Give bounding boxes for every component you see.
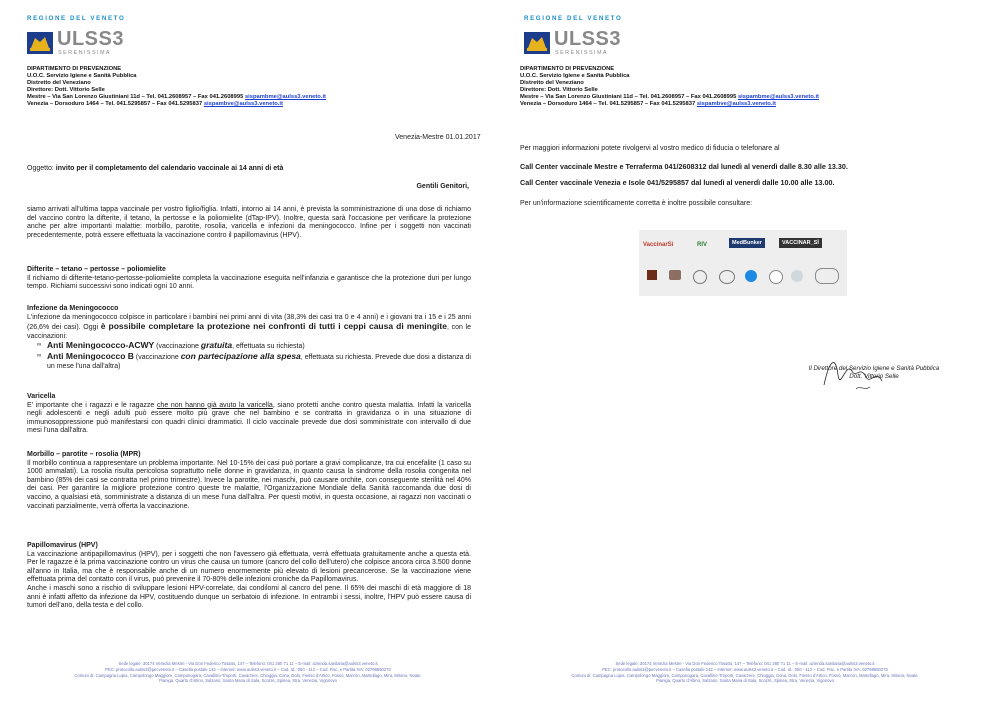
- header-line: [27, 94, 326, 101]
- call-center-mestre: Call Center vaccinale Mestre e Terraferma 041/2608312 dal lunedì al venerdì dalle 8.30 alle 13.30.: [520, 162, 848, 171]
- emblem-icon: [647, 270, 657, 280]
- vaccine-pre: (vaccinazione: [154, 343, 201, 351]
- section-mpr: [27, 451, 471, 511]
- lion-shield-icon: [524, 32, 550, 54]
- section-hpv: [27, 542, 471, 611]
- medbunker-logo: MedBunker: [729, 238, 765, 248]
- venezia-address: Venezia – Dorsoduro 1464 – Tel. 041.5295857 – Fax 041.5295837: [520, 101, 697, 107]
- footer-line: Comuni di: Campagna Lupia, Campolongo Maggiore, Camponogara, Cavallino-Treporti, Cavarzere, Chioggia, Cona, Dolo, Fiesso d'Artico, Fossò, Marcon, Martellago, Mira, Mirano, Noale,: [74, 672, 422, 678]
- vaccinarsi-logo: VaccinarSì: [643, 242, 674, 248]
- circle-logo-icon: [719, 270, 735, 284]
- header-line: Direttore: Dott. Vittorio Selle: [520, 87, 598, 93]
- vaccine-post: , effettuata su richiesta): [232, 343, 305, 351]
- header-line: [520, 101, 819, 108]
- mening-bold: è possibile completare la protezione nei confronti di tutti i ceppi causa di meningite: [100, 321, 447, 332]
- circle-logo-icon: [769, 270, 783, 284]
- circle-logo-icon: [693, 270, 707, 284]
- call-center-venezia: Call Center vaccinale Venezia e Isole 041/5295857 dal lunedì al venerdì dalle 10.00 alle 13.00.: [520, 178, 835, 187]
- section-text: [27, 402, 471, 436]
- letter-page-2: [496, 0, 992, 701]
- logo-wordmark: ULSS3: [554, 28, 621, 50]
- footer-line: PEC: protocollo.aulss3@pecveneto.it – Casella postale 142 – Internet: www.aulss3.veneto.it – Cod. Id.: 050 - 112 – Cod. Fisc. e Partita IVA: 02798850273: [602, 666, 888, 672]
- varicella-underlined: che non hanno già avuto la varicella: [156, 401, 273, 409]
- section-meningococco: [27, 305, 471, 371]
- department-header: [520, 66, 819, 108]
- varicella-text-a: E' importante che i ragazzi e le ragazze: [27, 401, 157, 409]
- header-line: Distretto del Veneziano: [27, 80, 91, 86]
- signature-block: [779, 365, 969, 381]
- header-line: DIPARTIMENTO DI PREVENZIONE: [27, 66, 122, 72]
- varicella-text-b: , siano protetti anche contro questa malattia. Infatti la varicella negli adolescenti e negli adulti può essere molto più grave che nel bambino e se contratta in gravidanza o in una situazione di immunosoppressione può manifestarsi con quadri clinici drammatici. Il ciclo vaccinale prevede due dosi somministrate con intervallo di due mesi l'una dall'altra.: [27, 401, 471, 435]
- vaccine-emph: con partecipazione alla spesa: [180, 350, 301, 361]
- venezia-address: Venezia – Dorsoduro 1464 – Tel. 041.5295857 – Fax 041.5295837: [27, 101, 204, 107]
- vaccine-name: Anti Meningococco B: [47, 350, 134, 361]
- mening-tail: , con le vaccinazioni:: [27, 324, 471, 340]
- mestre-address: Mestre – Via San Lorenzo Giustiniani 11d – Tel. 041.2608957 – Fax 041.2608995: [27, 94, 245, 100]
- circle-logo-icon: [791, 270, 803, 282]
- footer-line: PEC: protocollo.aulss3@pecveneto.it – Casella postale 142 – Internet: www.aulss3.veneto.it – Cod. Id.: 050 - 112 – Cod. Fisc. e Partita IVA: 02798850273: [105, 666, 391, 672]
- lion-shield-icon: [27, 32, 53, 54]
- vaccine-post: , effettuata su richiesta. Prevede due dosi a distanza di un mese l'una dall'altra): [47, 353, 471, 370]
- letter-date: Venezia-Mestre 01.01.2017: [395, 134, 481, 141]
- subject-line: [27, 165, 283, 174]
- cloud-logo-icon: [815, 268, 839, 284]
- section-title: Varicella: [27, 393, 56, 400]
- info-text: Per maggiori informazioni potete rivolgervi al vostro medico di fiducia o telefonare al: [520, 145, 780, 152]
- sci-info-text: Per un'informazione scientificamente corretta è inoltre possibile consultare:: [520, 200, 753, 207]
- section-text: [27, 314, 471, 342]
- mening-text: L'infezione da meningococco colpisce in particolare i bambini nei primi anni di vita (38,3% dei casi tra 0 e 4 anni) e i giovani tra i 15 e i 25 anni (26,6% dei casi). Oggi: [27, 313, 471, 332]
- region-label: REGIONE DEL VENETO: [27, 15, 126, 22]
- page-footer: [510, 661, 980, 684]
- signature-title: Il Direttore del Servizio Igiene e Sanità Pubblica: [808, 365, 940, 372]
- section-varicella: [27, 393, 471, 436]
- logo-subtitle: SERENISSIMA: [58, 50, 111, 56]
- header-line: Direttore: Dott. Vittorio Selle: [27, 87, 105, 93]
- header-line: Distretto del Veneziano: [520, 80, 584, 86]
- footer-line: Pianiga, Quarto d'Altino, Salzano, Santa Maria di Sala, Scorzè, Spinea, Stra, Venezia, Vigonovo: [656, 678, 834, 684]
- riv-logo: RIV: [697, 242, 708, 248]
- section-difterite: [27, 266, 471, 292]
- email-link-mestre[interactable]: sispambme@aulss3.veneto.it: [244, 94, 326, 100]
- section-text: La vaccinazione antipapillomavirus (HPV), per i soggetti che non l'avessero già effettuata, verrà effettuata gratuitamente anche a questa età. Per le ragazze è la prima vaccinazione contro un virus che causa un tumore (cancro del collo dell'utero) che colpisce ancora circa 3.500 donne all'anno in Italia, ma che è responsabile anche di un numero enormemente più elevato di lesioni precancerose. Se la vaccinazione viene effettuata prima del contatto con il virus, può prevenire il 70-80% delle infezioni croniche da Papillomavirus.: [27, 550, 471, 584]
- logo-wordmark: ULSS3: [57, 28, 124, 50]
- emblem-icon: [669, 270, 681, 280]
- header-line: U.O.C. Servizio Igiene e Sanità Pubblica: [27, 73, 137, 79]
- vaccine-emph: gratuita: [200, 340, 233, 351]
- footer-line: Pianiga, Quarto d'Altino, Salzano, Santa Maria di Sala, Scorzè, Spinea, Stra, Venezia, Vigonovo: [159, 678, 337, 684]
- infinity-bullet-icon: ∞: [37, 342, 42, 349]
- intro-paragraph: siamo arrivati all'ultima tappa vaccinale per vostro figlio/figlia. Infatti, intorno ai 14 anni, è prevista la somministrazione di una dose di richiamo del vaccino contro la difterite, il tetano, la pertosse e la poliomielite (dTap-IPV). Inoltre, questa sarà l'occasione per verificare la protezione anche per altre importanti malattie: morbillo, parotite, rosolia, varicella e infezioni da meningococco. Infine per i soggetti non vaccinati precedentemente, potrà essere effettuata la vaccinazione contro il papillomavirus (HPV).: [27, 206, 471, 239]
- page-footer: [13, 661, 483, 684]
- header-line: U.O.C. Servizio Igiene e Sanità Pubblica: [520, 73, 630, 79]
- blue-circle-icon: [745, 270, 757, 282]
- region-label: REGIONE DEL VENETO: [524, 15, 623, 22]
- section-title: Papillomavirus (HPV): [27, 542, 98, 549]
- section-title: Infezione da Meningococco: [27, 305, 119, 312]
- vaccine-name: Anti Meningococco-ACWY: [47, 340, 155, 351]
- section-text: Anche i maschi sono a rischio di sviluppare lesioni HPV-correlate, dai condilomi al cancro del pene. Il 65% dei maschi di età maggiore di 18 anni è infatti affetto da infezione da HPV, costituendo dunque un serbatoio di infezione. In entrambi i sessi, inoltre, l'HPV può essere causa di tumori dell'ano, della testa e del collo.: [27, 584, 471, 610]
- email-link-venezia[interactable]: sispambve@aulss3.veneto.it: [696, 101, 776, 107]
- header-line: DIPARTIMENTO DI PREVENZIONE: [520, 66, 615, 72]
- footer-line: Sede legale: 30174 Venezia Mestre - Via Don Federico Tosatto, 147 – Telefono: 041 260 71 11 – E-mail: azienda.sanitaria@aulss3.veneto.it: [615, 661, 875, 666]
- logo-subtitle: SERENISSIMA: [555, 50, 608, 56]
- subject-text: invito per il completamento del calendario vaccinale ai 14 anni di età: [55, 165, 284, 172]
- section-text: Il richiamo di difterite-tetano-pertosse-poliomielite completa la vaccinazione eseguita nell'infanzia e garantisce che la protezione duri per lungo tempo. Richiami successivi sono indicati ogni 10 anni.: [27, 274, 471, 291]
- infinity-bullet-icon: ∞: [37, 352, 42, 359]
- department-header: [27, 66, 326, 108]
- vaccinar-si-logo: VACCINAR_SÌ: [779, 238, 822, 248]
- partner-logos-panel: [639, 230, 847, 296]
- vaccine-list: [27, 341, 471, 371]
- ulss3-logo: [27, 30, 167, 62]
- header-line: [27, 101, 326, 108]
- ulss3-logo: [524, 30, 664, 62]
- list-item: [37, 352, 471, 371]
- signature-name: Dott. Vittorio Selle: [849, 373, 899, 380]
- email-link-mestre[interactable]: sispambme@aulss3.veneto.it: [737, 94, 819, 100]
- section-text: Il morbillo continua a rappresentare un problema importante. Nel 10-15% dei casi può portare a gravi complicanze, tra cui encefalite (1 caso su 1000 ammalati). La rosolia risulta pericolosa soprattutto nelle donne in gravidanza, in quanto causa la sindrome della rosolia congenita nel bambino (85% dei casi se contratta nel primo trimestre). Invece la parotite, nei maschi, può causare orchite, con conseguente sterilità nel 40% dei casi. Per garantire la migliore protezione contro queste tre malattie, l'Organizzazione Mondiale della Sanità raccomanda due dosi di vaccino, a qualsiasi età, somministrate a distanza di un mese l'una dall'altra. Per questi motivi, in questa occasione, ai ragazzi non vaccinati o vaccinati parzialmente, verrà offerta la vaccinazione.: [27, 459, 471, 510]
- vaccine-pre: (vaccinazione: [133, 353, 181, 361]
- header-line: [520, 94, 819, 101]
- subject-label: Oggetto:: [27, 165, 56, 172]
- email-link-venezia[interactable]: sispambve@aulss3.veneto.it: [203, 101, 283, 107]
- mestre-address: Mestre – Via San Lorenzo Giustiniani 11d – Tel. 041.2608957 – Fax 041.2608995: [520, 94, 738, 100]
- section-title: Difterite – tetano – pertosse – poliomielite: [27, 266, 166, 273]
- greeting: Gentili Genitori,: [416, 183, 469, 190]
- footer-line: Sede legale: 30174 Venezia Mestre - Via Don Federico Tosatto, 147 – Telefono: 041 260 71 11 – E-mail: azienda.sanitaria@aulss3.veneto.it: [118, 661, 378, 666]
- footer-line: Comuni di: Campagna Lupia, Campolongo Maggiore, Camponogara, Cavallino-Treporti, Cavarzere, Chioggia, Cona, Dolo, Fiesso d'Artico, Fossò, Marcon, Martellago, Mira, Mirano, Noale,: [571, 672, 919, 678]
- section-title: Morbillo – parotite – rosolia (MPR): [27, 451, 141, 458]
